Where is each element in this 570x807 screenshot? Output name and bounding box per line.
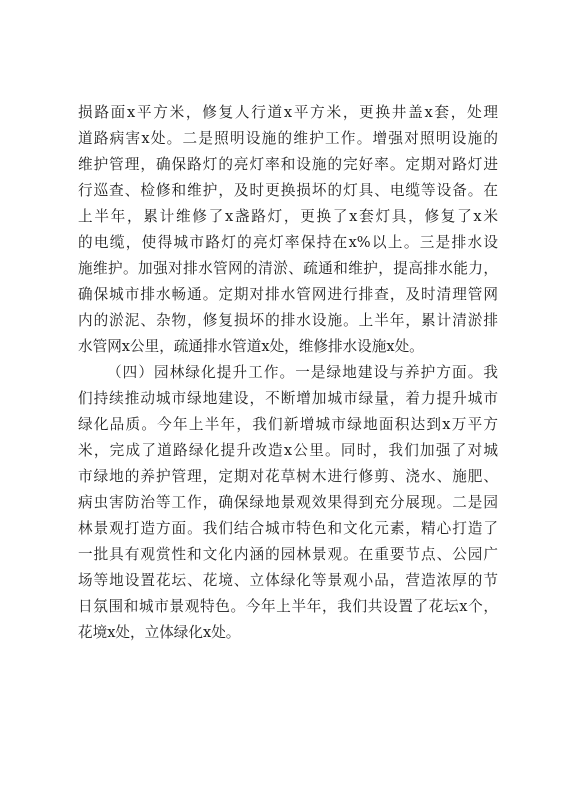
text-line: 市绿地的养护管理，定期对花草树木进行修剪、浇水、施肥、 bbox=[78, 468, 498, 485]
text-line: 绿化品质。今年上半年，我们新增城市绿地面积达到x万平方 bbox=[78, 416, 498, 433]
text-line: 林景观打造方面。我们结合城市特色和文化元素，精心打造了 bbox=[78, 520, 498, 537]
text-line: 花境x处，立体绿化x处。 bbox=[78, 624, 241, 641]
text-line: 施维护。加强对排水管网的清淤、疏通和维护，提高排水能力， bbox=[78, 260, 498, 277]
text-line: 病虫害防治等工作，确保绿地景观效果得到充分展现。二是园 bbox=[78, 494, 498, 511]
text-line: 损路面x平方米，修复人行道x平方米，更换井盖x套，处理 bbox=[78, 104, 498, 121]
text-line: 确保城市排水畅通。定期对排水管网进行排查，及时清理管网 bbox=[78, 286, 498, 303]
body-text bbox=[78, 100, 498, 646]
text-line: 日氛围和城市景观特色。今年上半年，我们共设置了花坛x个， bbox=[78, 598, 498, 615]
text-line: 水管网x公里，疏通排水管道x处，维修排水设施x处。 bbox=[78, 338, 424, 355]
text-line: 们持续推动城市绿地建设，不断增加城市绿量，着力提升城市 bbox=[78, 390, 498, 407]
text-line: 行巡查、检修和维护，及时更换损坏的灯具、电缆等设备。在 bbox=[78, 182, 498, 199]
text-line: 维护管理，确保路灯的亮灯率和设施的完好率。定期对路灯进 bbox=[78, 156, 498, 173]
text-line: 米，完成了道路绿化提升改造x公里。同时，我们加强了对城 bbox=[78, 442, 498, 459]
text-line: 的电缆，使得城市路灯的亮灯率保持在x%以上。三是排水设 bbox=[78, 234, 498, 251]
paragraph-landscaping bbox=[78, 360, 498, 646]
text-line: （四）园林绿化提升工作。一是绿地建设与养护方面。我 bbox=[107, 364, 498, 381]
text-line: 上半年，累计维修了x盏路灯，更换了x套灯具，修复了x米 bbox=[78, 208, 498, 225]
paragraph-maintenance bbox=[78, 100, 498, 360]
text-line: 道路病害x处。二是照明设施的维护工作。增强对照明设施的 bbox=[78, 130, 498, 147]
text-line: 场等地设置花坛、花境、立体绿化等景观小品，营造浓厚的节 bbox=[78, 572, 498, 589]
text-line: 一批具有观赏性和文化内涵的园林景观。在重要节点、公园广 bbox=[78, 546, 498, 563]
text-line: 内的淤泥、杂物，修复损坏的排水设施。上半年，累计清淤排 bbox=[78, 312, 498, 329]
